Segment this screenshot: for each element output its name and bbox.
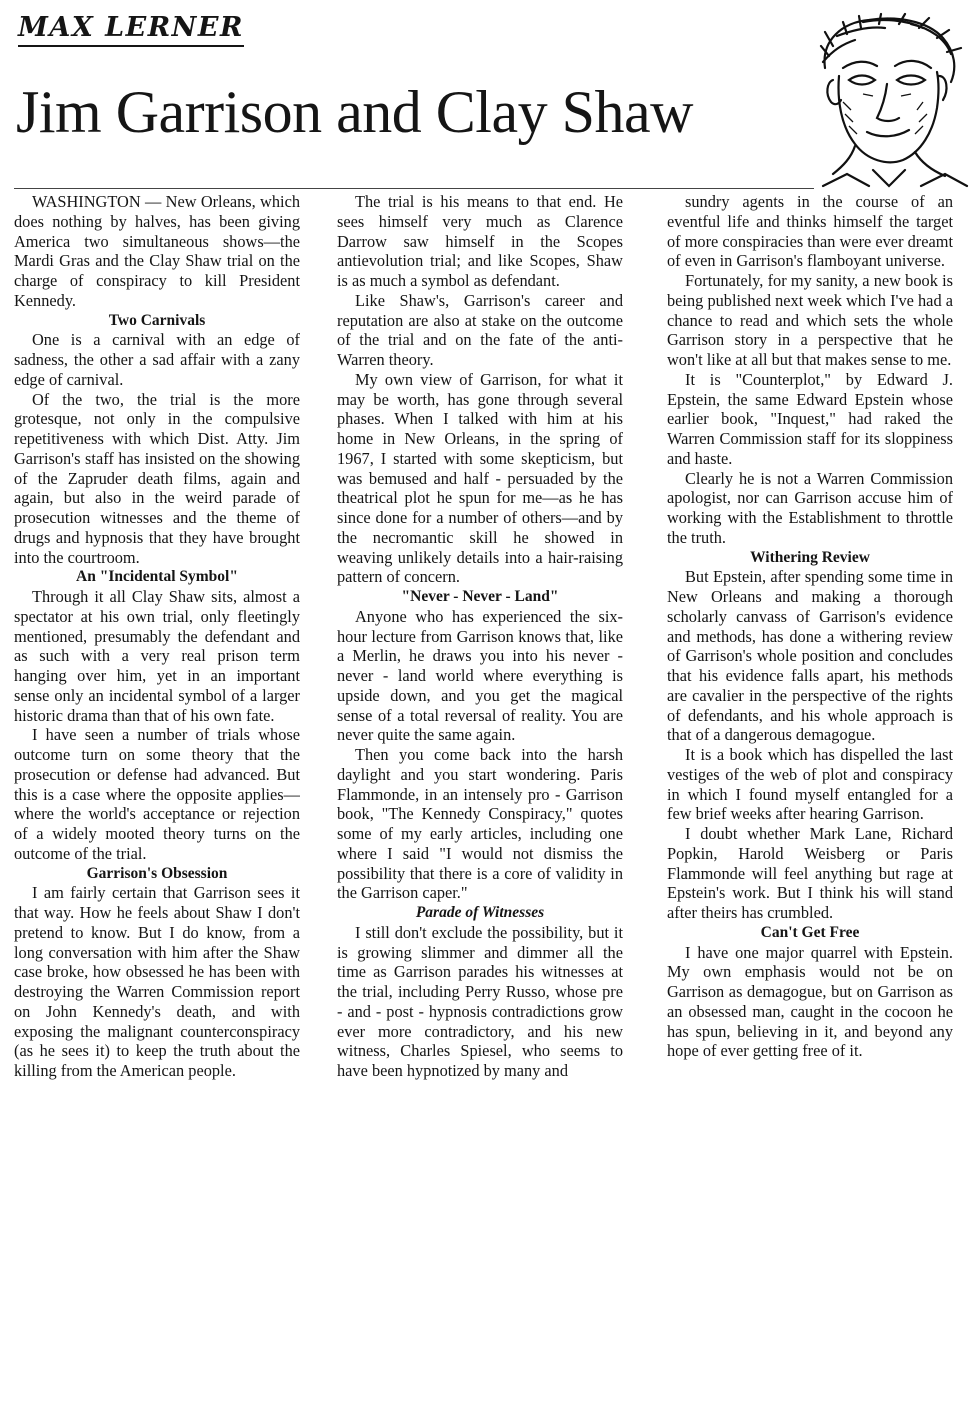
paragraph: Of the two, the trial is the more grotesque, not only in the compulsive repetitiveness with which Dist. Atty. Jim Garrison's staff has insisted on the showing of the Zapruder death films, again and again, but also in the weird parade of prosecution witnesses and the theme of drugs and hypnosis that they have brought into the courtroom. — [14, 389, 300, 567]
paragraph: Anyone who has experienced the six-hour lecture from Garrison knows that, like a Merlin, he draws you into his never - never - land world where everything is upside down, and you get the magical sense of a total reversal of reality. You are never quite the same again. — [337, 606, 623, 745]
paragraph: Then you come back into the harsh daylight and you start wondering. Paris Flammonde, in an intensely pro - Garrison book, "The Kennedy Conspiracy," quotes some of my early articles, including one where I said "I would not dismiss the possibility that there is a core of validity in the Garrison caper." — [337, 745, 623, 903]
headline-rule — [14, 188, 814, 189]
paragraph: The trial is his means to that end. He sees himself very much as Clarence Darrow saw himself in the Scopes antievolution trial; and like Scopes, Shaw is as much a symbol as defendant. — [337, 192, 623, 290]
headline: Jim Garrison and Clay Shaw — [16, 79, 693, 145]
paragraph: One is a carnival with an edge of sadness, the other a sad affair with a zany edge of carnival. — [14, 330, 300, 389]
paragraph: Like Shaw's, Garrison's career and reputation are also at stake on the outcome of the trial and on the fate of the anti-Warren theory. — [337, 290, 623, 369]
byline: MAX LERNER — [18, 12, 244, 47]
paragraph: Through it all Clay Shaw sits, almost a spectator at his own trial, only fleetingly mentioned, presumably the defendant and as such with a very real prison term hanging over him, yet in an important sense only an incidental symbol of a larger historic drama than that of his own fate. — [14, 587, 300, 725]
paragraph: I am fairly certain that Garrison sees it that way. How he feels about Shaw I don't pretend to know. But I do know, from a long conversation with him after the Shaw case broke, how obsessed he has been with destroying the Warren Commission report on John Kennedy's death, and with exposing the malignant counterconspiracy (as he sees it) to keep the truth about the killing from the American people. — [14, 883, 300, 1080]
paragraph: I still don't exclude the possibility, but it is growing slimmer and dimmer all the time as Garrison parades his witnesses at the trial, including Perry Russo, whose pre - and - post - hypnosis contradictions grow ever more contradictory, and his new witness, Charles Spiesel, who seems to have been hypnotized by many and — [337, 922, 623, 1080]
subhead: Can't Get Free — [760, 923, 860, 941]
subhead: Garrison's Obsession — [86, 864, 228, 882]
article-column-1 — [14, 192, 300, 1398]
paragraph: I have one major quarrel with Epstein. My own emphasis would not be on Garrison as demagogue, but on Garrison as an obsessed man, caught in the cocoon he has spun, believing in it, and beyond any hope of ever getting free of it. — [667, 942, 953, 1061]
article-column-3 — [667, 192, 953, 1398]
paragraph: Clearly he is not a Warren Commission apologist, nor can Garrison accuse him of working with the Establishment to throttle the truth. — [667, 468, 953, 547]
paragraph: It is a book which has dispelled the last vestiges of the web of plot and conspiracy in which I found myself entangled for a few brief weeks after hearing Garrison. — [667, 745, 953, 824]
subhead: "Never - Never - Land" — [401, 588, 559, 605]
paragraph: sundry agents in the course of an eventful life and thinks himself the target of more conspiracies than were ever dreamt of even in Garrison's flamboyant universe. — [667, 192, 953, 271]
subhead: Two Carnivals — [108, 311, 206, 329]
paragraph: Fortunately, for my sanity, a new book is being published next week which I've had a chance to read and which sets the whole Garrison story in a perspective that he won't like at all but that makes sense to me. — [667, 271, 953, 369]
paragraph: My own view of Garrison, for what it may be worth, has gone through several phases. When I talked with him at his home in New Orleans, in the spring of 1967, I started with some skepticism, but was bemused and half - persuaded by the theatrical plot he spun for me—as he has since done for a number of others—and by the necromantic skill he showed in weaving unlikely details into a hair-raising pattern of concern. — [337, 369, 623, 587]
subhead: An "Incidental Symbol" — [76, 568, 238, 586]
paragraph: But Epstein, after spending some time in New Orleans and making a thorough scholarly canvass of Garrison's evidence and methods, has done a withering review of Garrison's whole position and concludes that his evidence falls apart, his methods are cavalier in the perspective of the rights of defendants, and his whole approach is that of a dangerous demagogue. — [667, 567, 953, 745]
paragraph: WASHINGTON — New Orleans, which does nothing by halves, has been giving America two simultaneous shows—the Mardi Gras and the Clay Shaw trial on the charge of conspiracy to kill President Kennedy. — [14, 192, 300, 310]
columnist-portrait-icon — [803, 10, 975, 190]
paragraph: It is "Counterplot," by Edward J. Epstein, the same Edward Epstein whose earlier book, "Inquest," had raked the Warren Commission staff for its sloppiness and haste. — [667, 369, 953, 468]
article-column-2 — [337, 192, 623, 1398]
paragraph: I doubt whether Mark Lane, Richard Popkin, Harold Weisberg or Paris Flammonde will feel anything but rage at Epstein's work. But I think his will stand after theirs has crumbled. — [667, 824, 953, 922]
paragraph: I have seen a number of trials whose outcome turn on some theory that the prosecution or defense had advanced. But this is a case where the opposite applies—where the world's acceptance or rejection of a widely mooted theory turns on the outcome of the trial. — [14, 725, 300, 863]
subhead: Parade of Witnesses — [415, 904, 545, 921]
subhead: Withering Review — [750, 548, 870, 566]
